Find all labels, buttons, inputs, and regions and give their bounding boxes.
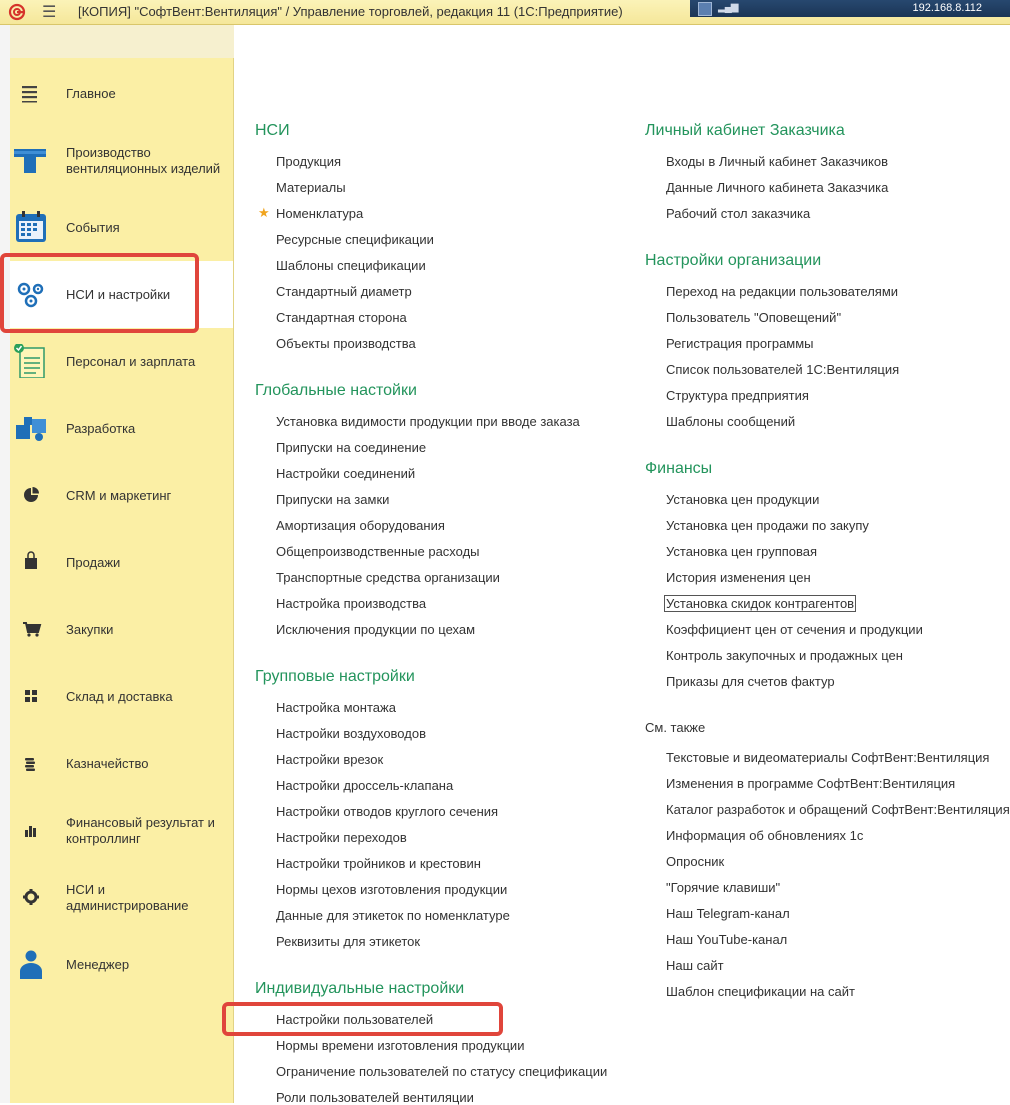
see-also-title: См. также [645,720,706,735]
sidebar-item-label: Казначейство [66,755,149,771]
calendar-icon [14,210,48,244]
link-group-0[interactable]: Настройка монтажа [276,700,396,715]
link-global-7[interactable]: Настройка производства [276,596,427,611]
link-org-5[interactable]: Шаблоны сообщений [666,414,796,429]
sidebar-item-personnel[interactable] [10,328,233,395]
link-fin-1[interactable]: Установка цен продажи по закупу [666,518,869,533]
link-global-6[interactable]: Транспортные средства организации [276,570,500,585]
sidebar-item-treasury[interactable] [10,730,233,797]
link-nomenclature[interactable]: Номенклатура [276,206,364,221]
signal-icon: ▂▄▆ [718,2,738,13]
section-title-nsi: НСИ [255,122,290,139]
sidebar-item-purchases[interactable] [10,596,233,663]
document-check-icon [14,344,48,378]
sidebar-item-label: Менеджер [66,956,130,972]
coins-icon [14,746,48,780]
sidebar [10,58,234,1103]
pin-icon[interactable] [698,2,712,16]
link-individual-3[interactable]: Роли пользователей вентиляции [276,1090,474,1105]
link-fin-5[interactable]: Коэффициент цен от сечения и продукции [666,622,923,637]
link-org-1[interactable]: Пользователь "Оповещений" [666,310,842,325]
link-standard-diameter[interactable]: Стандартный диаметр [276,284,412,299]
highlight-frame-user-settings [222,1002,503,1036]
link-global-1[interactable]: Припуски на соединение [276,440,427,455]
section-title-individual: Индивидуальные настройки [255,980,465,997]
link-cabinet-1[interactable]: Данные Личного кабинета Заказчика [666,180,889,195]
window-title: [КОПИЯ] "СофтВент:Вентиляция" / Управление торговлей, редакция 11 (1С:Предприятие) [78,4,623,19]
hamburger-icon [14,76,48,110]
link-see-2[interactable]: Каталог разработок и обращений СофтВент:Вентиляция [666,802,1010,817]
link-fin-7[interactable]: Приказы для счетов фактур [666,674,835,689]
link-org-0[interactable]: Переход на редакции пользователями [666,284,899,299]
link-fin-2[interactable]: Установка цен групповая [666,544,818,559]
gear-icon [14,880,48,914]
sidebar-item-development[interactable] [10,395,233,462]
link-cabinet-0[interactable]: Входы в Личный кабинет Заказчиков [666,154,888,169]
link-global-0[interactable]: Установка видимости продукции при вводе заказа [276,414,580,429]
sidebar-item-production[interactable] [10,127,233,194]
link-group-5[interactable]: Настройки переходов [276,830,407,845]
warehouse-icon [14,679,48,713]
sidebar-item-events[interactable] [10,194,233,261]
link-global-4[interactable]: Амортизация оборудования [276,518,445,533]
sidebar-item-label: CRM и маркетинг [66,487,172,503]
link-fin-4[interactable]: Установка скидок контрагентов [666,596,855,611]
link-see-8[interactable]: Наш сайт [666,958,724,973]
link-see-1[interactable]: Изменения в программе СофтВент:Вентиляция [666,776,956,791]
link-group-6[interactable]: Настройки тройников и крестовин [276,856,481,871]
title-bar [0,0,1010,25]
remote-session-bar [690,0,1010,17]
link-org-2[interactable]: Регистрация программы [666,336,814,351]
link-see-7[interactable]: Наш YouTube-канал [666,932,788,947]
link-materials[interactable]: Материалы [276,180,346,195]
sidebar-item-label: Главное [66,85,116,101]
sidebar-item-label: НСИ и настройки [66,286,171,302]
sidebar-item-label: Закупки [66,621,114,637]
app-logo-icon[interactable] [8,3,26,21]
link-group-1[interactable]: Настройки воздуховодов [276,726,426,741]
link-group-7[interactable]: Нормы цехов изготовления продукции [276,882,508,897]
link-user-settings[interactable]: Настройки пользователей [276,1012,434,1027]
main-panel [234,33,1010,1103]
sidebar-item-main[interactable] [10,60,233,127]
link-see-5[interactable]: "Горячие клавиши" [666,880,781,895]
link-fin-6[interactable]: Контроль закупочных и продажных цен [666,648,903,663]
sidebar-item-label: Разработка [66,420,136,436]
link-org-4[interactable]: Структура предприятия [666,388,809,403]
link-cabinet-2[interactable]: Рабочий стол заказчика [666,206,811,221]
person-icon [14,947,48,981]
sidebar-item-label: Производство вентиляционных изделий [66,144,221,176]
link-group-3[interactable]: Настройки дроссель-клапана [276,778,454,793]
sidebar-item-label: Финансовый результат и контроллинг [66,814,215,846]
duct-icon [14,143,48,177]
bag-icon [14,545,48,579]
sidebar-item-sales[interactable] [10,529,233,596]
section-title-finance: Финансы [645,460,713,477]
link-global-2[interactable]: Настройки соединений [276,466,416,481]
link-global-5[interactable]: Общепроизводственные расходы [276,544,480,559]
link-global-8[interactable]: Исключения продукции по цехам [276,622,476,637]
sidebar-item-warehouse[interactable] [10,663,233,730]
link-see-0[interactable]: Текстовые и видеоматериалы СофтВент:Вентиляция [666,750,990,765]
main-menu-icon[interactable]: ☰ [42,4,57,21]
cart-icon [14,612,48,646]
link-see-9[interactable]: Шаблон спецификации на сайт [666,984,855,999]
link-org-3[interactable]: Список пользователей 1С:Вентиляция [666,362,900,377]
sidebar-item-label: Склад и доставка [66,688,173,704]
section-title-group: Групповые настройки [255,668,415,685]
sidebar-item-manager[interactable] [10,931,233,998]
link-see-6[interactable]: Наш Telegram-канал [666,906,790,921]
sidebar-item-financial-result[interactable] [10,797,233,864]
link-individual-2[interactable]: Ограничение пользователей по статусу спецификации [276,1064,608,1079]
sidebar-item-label: События [66,219,120,235]
link-group-4[interactable]: Настройки отводов круглого сечения [276,804,499,819]
link-products[interactable]: Продукция [276,154,342,169]
link-group-2[interactable]: Настройки врезок [276,752,384,767]
link-production-objects[interactable]: Объекты производства [276,336,416,351]
link-group-8[interactable]: Данные для этикеток по номенклатуре [276,908,510,923]
sidebar-item-administration[interactable] [10,864,233,931]
sidebar-item-crm[interactable] [10,462,233,529]
sidebar-item-label: НСИ и администрирование [66,881,189,913]
section-title-organization: Настройки организации [645,252,822,269]
link-group-9[interactable]: Реквизиты для этикеток [276,934,421,949]
left-edge [0,25,10,1103]
section-title-customer-cabinet: Личный кабинет Заказчика [645,122,845,139]
link-resource-specs[interactable]: Ресурсные спецификации [276,232,434,247]
link-fin-0[interactable]: Установка цен продукции [666,492,820,507]
link-spec-templates[interactable]: Шаблоны спецификации [276,258,426,273]
star-icon[interactable]: ★ [258,205,270,220]
link-see-4[interactable]: Опросник [666,854,725,869]
remote-ip: 192.168.8.112 [912,2,982,14]
link-standard-side[interactable]: Стандартная сторона [276,310,407,325]
link-global-3[interactable]: Припуски на замки [276,492,390,507]
pie-icon [14,478,48,512]
sidebar-item-label: Продажи [66,554,121,570]
highlight-frame-sidebar [0,253,199,333]
sidebar-header [10,25,234,58]
link-see-3[interactable]: Информация об обновлениях 1с [666,828,864,843]
sidebar-item-label: Персонал и зарплата [66,353,196,369]
bar-chart-icon [14,813,48,847]
puzzle-icon [14,411,48,445]
link-individual-1[interactable]: Нормы времени изготовления продукции [276,1038,525,1053]
section-title-global: Глобальные настойки [255,382,417,399]
link-fin-3[interactable]: История изменения цен [666,570,811,585]
